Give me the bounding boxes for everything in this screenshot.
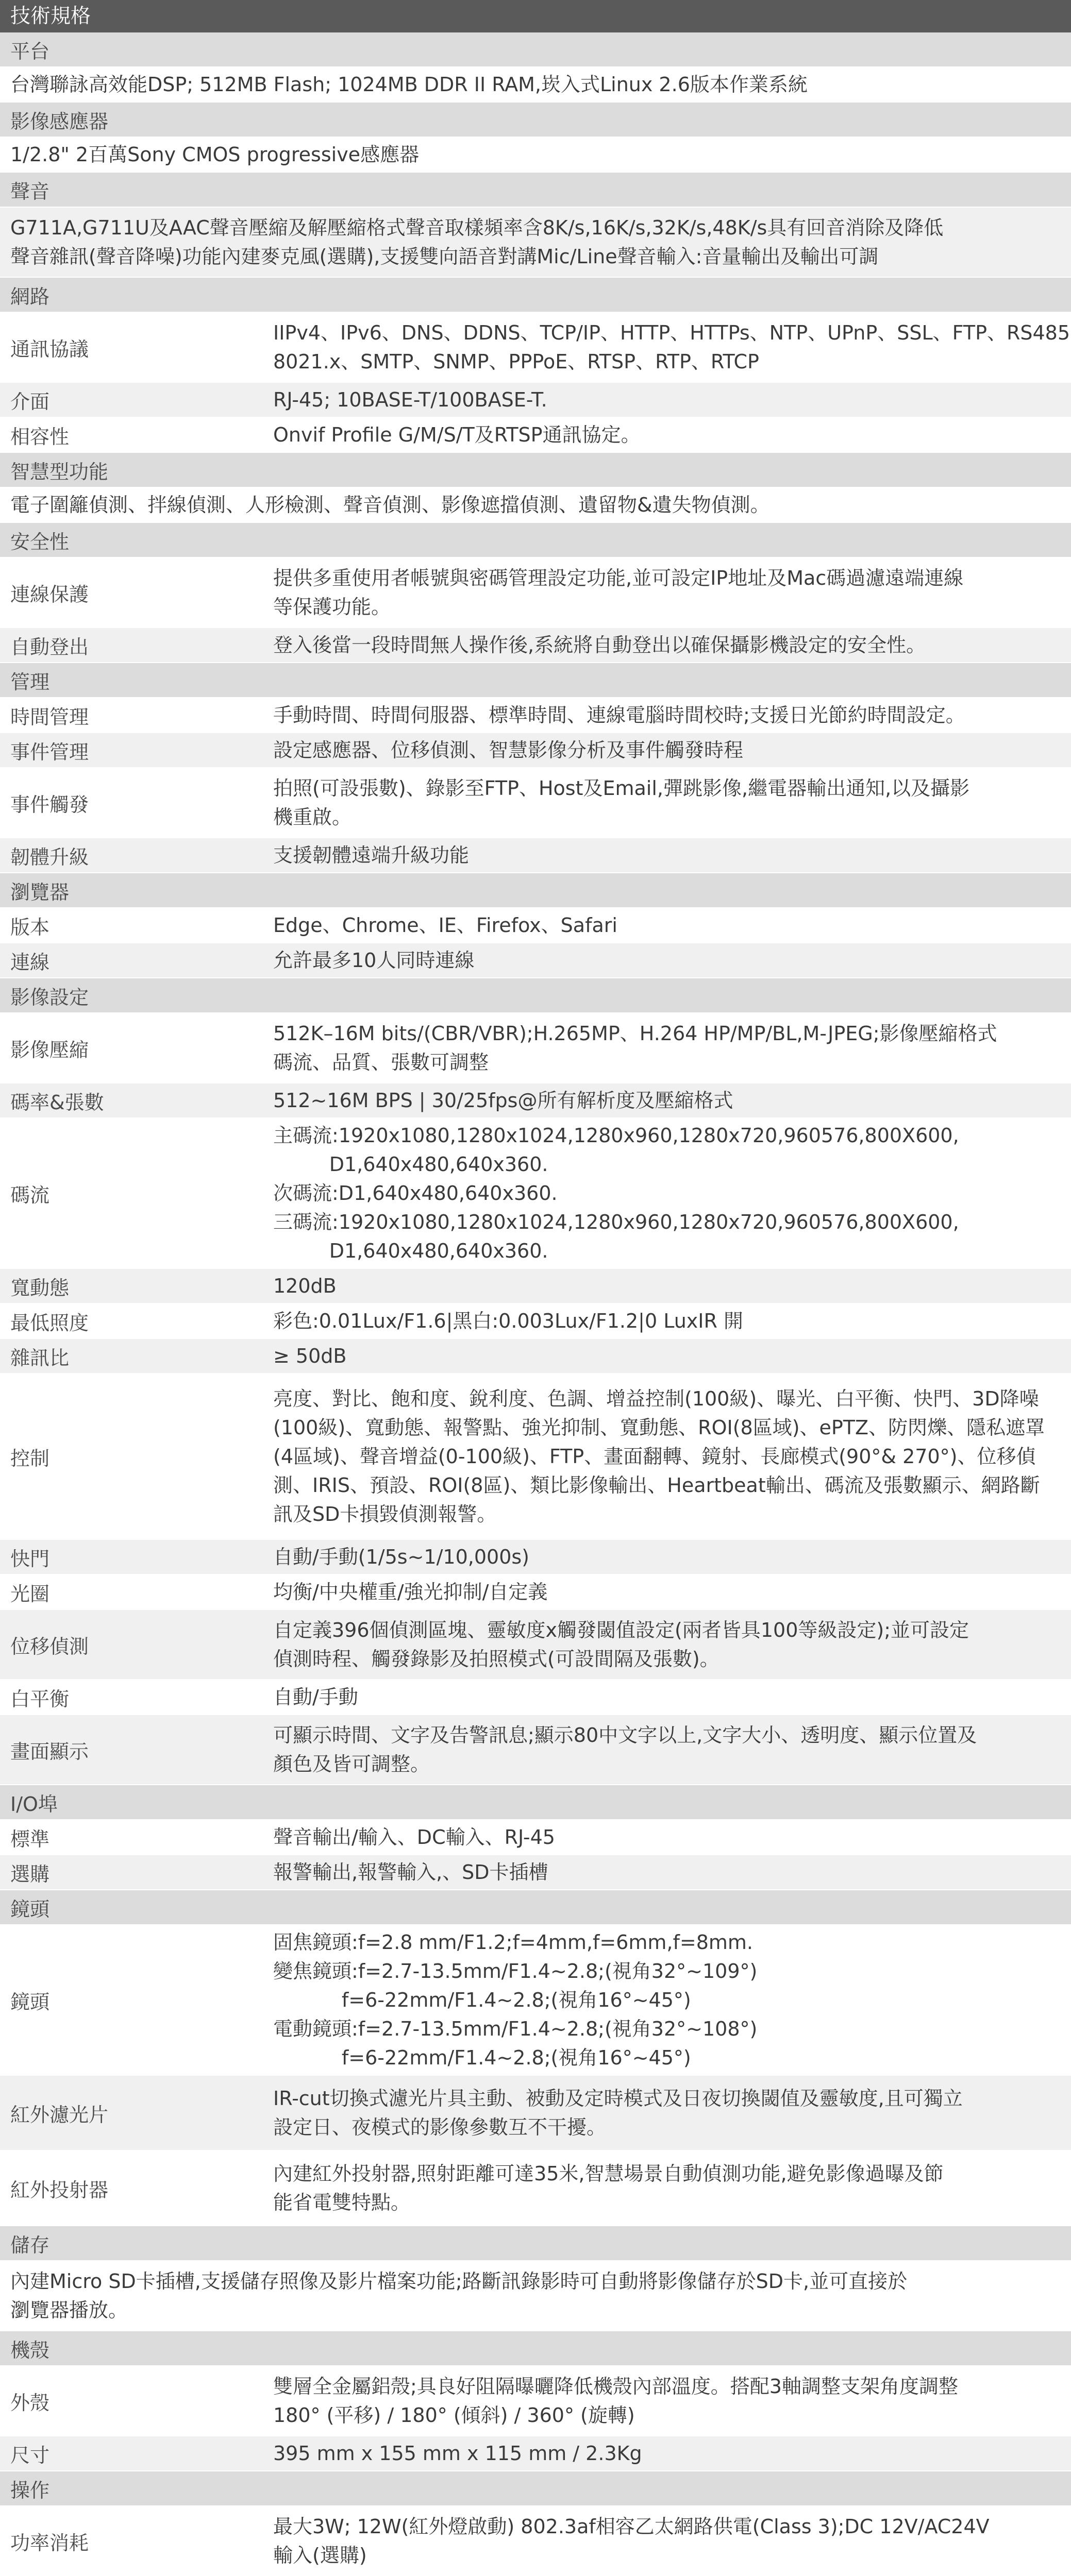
spec-label: 韌體升級 <box>10 845 89 869</box>
spec-value-line: ≥ 50dB <box>273 1345 347 1367</box>
spec-label: 事件管理 <box>10 740 89 764</box>
spec-value-line: 固焦鏡頭:f=2.8 mm/F1.2;f=4mm,f=6mm,f=8mm. <box>273 1931 753 1954</box>
spec-value-line: D1,640x480,640x360. <box>273 1240 548 1262</box>
spec-value-line: (4區域)、聲音增益(0-100級)、FTP、畫面翻轉、鏡射、長廊模式(90°& 270°)、位移偵 <box>273 1445 1036 1468</box>
spec-row <box>0 2506 1071 2576</box>
spec-value-line: 內建紅外投射器,照射距離可達35米,智慧場景自動偵測功能,避免影像過曝及節 <box>273 2162 944 2185</box>
spec-row <box>0 558 1071 628</box>
spec-value <box>263 1925 1071 2075</box>
spec-value-line: 電子圍籬偵測、拌線偵測、人形檢測、聲音偵測、影像遮擋偵測、遺留物&遺失物偵測。 <box>10 494 770 516</box>
spec-label: 連線 <box>10 951 50 974</box>
spec-full-row <box>0 67 1071 103</box>
spec-value-line: Onvif Profile G/M/S/T及RTSP通訊協定。 <box>273 423 641 446</box>
spec-value-line: 台灣聯詠高效能DSP; 512MB Flash; 1024MB DDR II RAM,崁入式Linux 2.6版本作業系統 <box>10 73 808 96</box>
spec-row <box>0 2366 1071 2436</box>
spec-value-line: 設定感應器、位移偵測、智慧影像分析及事件觸發時程 <box>273 739 744 761</box>
spec-row <box>0 313 1071 383</box>
section-header <box>0 278 1071 313</box>
spec-value <box>263 2506 1071 2575</box>
spec-value <box>263 1610 1071 1679</box>
spec-value-line: 8021.x、SMTP、SNMP、PPPoE、RTSP、RTP、RTCP <box>273 350 759 373</box>
spec-value-line: 1/2.8" 2百萬Sony CMOS progressive感應器 <box>10 143 420 166</box>
spec-label: 選購 <box>10 1862 50 1886</box>
section-header <box>0 2226 1071 2261</box>
spec-label: 鏡頭 <box>10 1990 50 2013</box>
spec-value-line: RJ-45; 10BASE-T/100BASE-T. <box>273 388 547 411</box>
spec-row <box>0 628 1071 663</box>
spec-value-line: 能省電雙特點。 <box>273 2191 411 2214</box>
section-header <box>0 978 1071 1013</box>
spec-value-line: IIPv4、IPv6、DNS、DDNS、TCP/IP、HTTP、HTTPs、NTP、UPnP、SSL、FTP、RS485 <box>273 321 1070 344</box>
spec-value-line: 瀏覽器播放。 <box>10 2299 128 2321</box>
spec-label: 事件觸發 <box>10 793 89 816</box>
spec-label: 相容性 <box>10 425 70 448</box>
section-header <box>0 173 1071 208</box>
spec-value <box>10 70 808 99</box>
spec-full-row <box>0 138 1071 173</box>
spec-value-line: 支援韌體遠端升級功能 <box>273 844 470 867</box>
spec-value-line: 最大3W; 12W(紅外燈啟動) 802.3af相容乙太網路供電(Class 3);DC 12V/AC24V <box>273 2515 990 2538</box>
spec-full-row <box>0 488 1071 523</box>
spec-label: 尺寸 <box>10 2444 50 2467</box>
spec-value-line: 碼流、品質、張數可調整 <box>273 1051 489 1074</box>
spec-value <box>263 2366 1071 2435</box>
spec-value <box>263 908 1071 942</box>
spec-value <box>10 140 419 169</box>
spec-value <box>10 213 943 271</box>
spec-row <box>0 383 1071 418</box>
spec-value <box>263 943 1071 977</box>
spec-row <box>0 1855 1071 1890</box>
section-header <box>0 663 1071 698</box>
spec-row <box>0 1374 1071 1540</box>
section-header <box>0 2471 1071 2506</box>
spec-row <box>0 943 1071 978</box>
section-title: 鏡頭 <box>10 1897 50 1921</box>
spec-row <box>0 1118 1071 1269</box>
spec-row <box>0 1540 1071 1575</box>
section-title: 聲音 <box>10 180 50 203</box>
spec-value-line: (100級)、寬動態、報警點、強光抑制、寬動態、ROI(8區域)、ePTZ、防閃爍、隱私遮罩 <box>273 1416 1045 1439</box>
spec-value <box>263 558 1071 627</box>
spec-table <box>0 32 1071 2576</box>
section-title: 管理 <box>10 670 50 693</box>
spec-row <box>0 1820 1071 1855</box>
spec-value <box>263 418 1071 452</box>
spec-value-line: 內建Micro SD卡插槽,支援儲存照像及影片檔案功能;路斷訊錄影時可自動將影像儲存於SD卡,並可直接於 <box>10 2270 908 2293</box>
section-header <box>0 1785 1071 1820</box>
spec-label: 白平衡 <box>10 1687 70 1710</box>
spec-row <box>0 838 1071 873</box>
spec-value-line: 512~16M BPS | 30/25fps@所有解析度及壓縮格式 <box>273 1089 733 1112</box>
section-title: 網路 <box>10 285 50 308</box>
spec-row <box>0 768 1071 838</box>
spec-label: 紅外濾光片 <box>10 2103 109 2126</box>
section-title: I/O埠 <box>10 1792 58 1816</box>
section-header <box>0 453 1071 488</box>
section-title: 安全性 <box>10 530 70 553</box>
section-header <box>0 1890 1071 1925</box>
spec-value <box>263 1013 1071 1082</box>
spec-value-line: 機重啟。 <box>273 806 352 828</box>
spec-value <box>263 733 1071 767</box>
spec-value <box>263 2436 1071 2470</box>
spec-value <box>10 2267 907 2325</box>
spec-label: 外殼 <box>10 2391 50 2414</box>
spec-value-line: 自動/手動 <box>273 1686 358 1708</box>
spec-value-line: 等保護功能。 <box>273 596 391 618</box>
spec-value <box>263 628 1071 662</box>
spec-value-line: 主碼流:1920x1080,1280x1024,1280x960,1280x720,960576,800X600, <box>273 1124 959 1147</box>
spec-row <box>0 2151 1071 2226</box>
spec-value-line: f=6-22mm/F1.4~2.8;(視角16°~45°) <box>273 2046 691 2069</box>
spec-label: 通訊協議 <box>10 337 89 361</box>
spec-label: 介面 <box>10 390 50 413</box>
spec-value <box>263 1715 1071 1784</box>
spec-value-line: 測、IRIS、預設、ROI(8區)、類比影像輸出、Heartbeat輸出、碼流及張數顯示、網路斷 <box>273 1474 1040 1497</box>
spec-row <box>0 733 1071 768</box>
spec-row <box>0 1680 1071 1715</box>
spec-label: 碼率&張數 <box>10 1091 104 1114</box>
section-title: 儲存 <box>10 2233 50 2257</box>
spec-value <box>263 1680 1071 1714</box>
spec-value <box>10 490 770 519</box>
spec-value-line: 手動時間、時間伺服器、標準時間、連線電腦時間校時;支援日光節約時間設定。 <box>273 704 965 726</box>
spec-label: 版本 <box>10 916 50 939</box>
spec-row <box>0 1715 1071 1785</box>
section-title: 平台 <box>10 40 50 63</box>
spec-row <box>0 1083 1071 1118</box>
spec-row <box>0 1269 1071 1304</box>
spec-label: 自動登出 <box>10 635 89 658</box>
spec-row <box>0 1610 1071 1680</box>
section-title: 操作 <box>10 2479 50 2502</box>
spec-row <box>0 908 1071 943</box>
spec-value <box>263 1304 1071 1338</box>
spec-value-line: 自動/手動(1/5s~1/10,000s) <box>273 1546 529 1568</box>
spec-value-line: 變焦鏡頭:f=2.7-13.5mm/F1.4~2.8;(視角32°~109°) <box>273 1960 758 1982</box>
spec-label: 碼流 <box>10 1183 50 1207</box>
spec-label: 時間管理 <box>10 705 89 728</box>
spec-label: 功率消耗 <box>10 2531 89 2554</box>
spec-value-line: 512K–16M bits/(CBR/VBR);H.265MP、H.264 HP/MP/BL,M-JPEG;影像壓縮格式 <box>273 1022 997 1045</box>
spec-value-line: 彩色:0.01Lux/F1.6|黑白:0.003Lux/F1.2|0 LuxIR 開 <box>273 1310 743 1332</box>
section-header <box>0 873 1071 908</box>
spec-label: 畫面顯示 <box>10 1740 89 1763</box>
spec-value-line: 報警輸出,報警輸入,、SD卡插槽 <box>273 1861 548 1884</box>
spec-row <box>0 2436 1071 2471</box>
spec-value <box>263 1575 1071 1609</box>
spec-value <box>263 1339 1071 1373</box>
section-header <box>0 2331 1071 2366</box>
spec-value-line: 聲音雜訊(聲音降噪)功能內建麥克風(選購),支援雙向語音對講Mic/Line聲音輸入:音量輸出及輸出可調 <box>10 245 879 268</box>
spec-label: 位移偵測 <box>10 1635 89 1658</box>
spec-row <box>0 1575 1071 1610</box>
spec-value-line: IR-cut切換式濾光片具主動、被動及定時模式及日夜切換閾值及靈敏度,且可獨立 <box>273 2087 963 2110</box>
spec-value-line: 顏色及皆可調整。 <box>273 1753 430 1775</box>
spec-label: 快門 <box>10 1547 50 1570</box>
spec-title: 技術規格 <box>0 0 1071 32</box>
spec-row <box>0 1339 1071 1374</box>
spec-value <box>263 313 1071 382</box>
spec-row <box>0 418 1071 453</box>
spec-label: 紅外投射器 <box>10 2178 109 2201</box>
spec-value-line: 180° (平移) / 180° (傾斜) / 360° (旋轉) <box>273 2404 635 2427</box>
spec-label: 最低照度 <box>10 1311 89 1334</box>
spec-value <box>263 838 1071 872</box>
spec-value-line: 偵測時程、觸發錄影及拍照模式(可設間隔及張數)。 <box>273 1648 719 1670</box>
spec-value-line: D1,640x480,640x360. <box>273 1153 548 1176</box>
spec-value <box>263 768 1071 837</box>
section-title: 瀏覽器 <box>10 880 70 904</box>
spec-value-line: 聲音輸出/輸入、DC輸入、RJ-45 <box>273 1826 555 1849</box>
spec-value <box>263 383 1071 417</box>
section-header <box>0 32 1071 67</box>
spec-label: 影像壓縮 <box>10 1038 89 1061</box>
spec-row <box>0 1925 1071 2076</box>
spec-label: 光圈 <box>10 1582 50 1605</box>
spec-value-line: G711A,G711U及AAC聲音壓縮及解壓縮格式聲音取樣頻率含8K/s,16K/s,32K/s,48K/s具有回音消除及降低 <box>10 216 944 239</box>
spec-value-line: 可顯示時間、文字及告警訊息;顯示80中文字以上,文字大小、透明度、顯示位置及 <box>273 1724 977 1747</box>
spec-value-line: Edge、Chrome、IE、Firefox、Safari <box>273 914 617 937</box>
section-title: 機殼 <box>10 2338 50 2362</box>
spec-row <box>0 2076 1071 2151</box>
spec-value-line: 電動鏡頭:f=2.7-13.5mm/F1.4~2.8;(視角32°~108°) <box>273 2018 758 2040</box>
section-title: 影像設定 <box>10 986 89 1009</box>
spec-value-line: 輸入(選購) <box>273 2544 367 2567</box>
spec-value <box>263 1118 1071 1268</box>
spec-value-line: 允許最多10人同時連線 <box>273 949 475 972</box>
spec-value <box>263 2076 1071 2150</box>
spec-value <box>263 1269 1071 1303</box>
spec-value <box>263 1855 1071 1889</box>
spec-value-line: 120dB <box>273 1275 337 1297</box>
section-header <box>0 103 1071 138</box>
spec-row <box>0 698 1071 733</box>
spec-value-line: 雙層全金屬鋁殼;具良好阻隔曝曬降低機殼內部溫度。搭配3軸調整支架角度調整 <box>273 2375 958 2398</box>
spec-value-line: 均衡/中央權重/強光抑制/自定義 <box>273 1581 548 1603</box>
spec-value-line: 設定日、夜模式的影像參數互不干擾。 <box>273 2116 607 2139</box>
spec-value-line: 拍照(可設張數)、錄影至FTP、Host及Email,彈跳影像,繼電器輸出通知,以及攝影 <box>273 777 970 800</box>
spec-row <box>0 1013 1071 1083</box>
spec-value <box>263 2151 1071 2225</box>
spec-full-row <box>0 208 1071 278</box>
spec-value-line: 亮度、對比、飽和度、銳利度、色調、增益控制(100級)、曝光、白平衡、快門、3D降噪 <box>273 1387 1039 1410</box>
spec-value-line: f=6-22mm/F1.4~2.8;(視角16°~45°) <box>273 1989 691 2011</box>
spec-full-row <box>0 2261 1071 2331</box>
section-header <box>0 523 1071 558</box>
spec-value <box>263 1540 1071 1574</box>
spec-row <box>0 1304 1071 1339</box>
section-title: 影像感應器 <box>10 110 109 133</box>
section-title: 智慧型功能 <box>10 460 109 483</box>
spec-value <box>263 1083 1071 1117</box>
spec-value-line: 登入後當一段時間無人操作後,系統將自動登出以確保攝影機設定的安全性。 <box>273 634 926 656</box>
spec-value <box>263 1374 1071 1539</box>
spec-value-line: 自定義396個偵測區塊、靈敏度x觸發閾值設定(兩者皆具100等級設定);並可設定 <box>273 1619 969 1641</box>
spec-value <box>263 698 1071 732</box>
spec-value-line: 次碼流:D1,640x480,640x360. <box>273 1182 558 1205</box>
spec-value-line: 395 mm x 155 mm x 115 mm / 2.3Kg <box>273 2442 642 2465</box>
spec-label: 雜訊比 <box>10 1346 70 1369</box>
spec-value <box>263 1820 1071 1854</box>
spec-value-line: 訊及SD卡損毀偵測報警。 <box>273 1503 497 1526</box>
spec-value-line: 三碼流:1920x1080,1280x1024,1280x960,1280x720,960576,800X600, <box>273 1211 959 1233</box>
spec-label: 寬動態 <box>10 1276 70 1299</box>
spec-value-line: 提供多重使用者帳號與密碼管理設定功能,並可設定IP地址及Mac碼過濾遠端連線 <box>273 567 964 589</box>
spec-label: 標準 <box>10 1827 50 1851</box>
spec-label: 連線保護 <box>10 583 89 606</box>
spec-label: 控制 <box>10 1447 50 1470</box>
